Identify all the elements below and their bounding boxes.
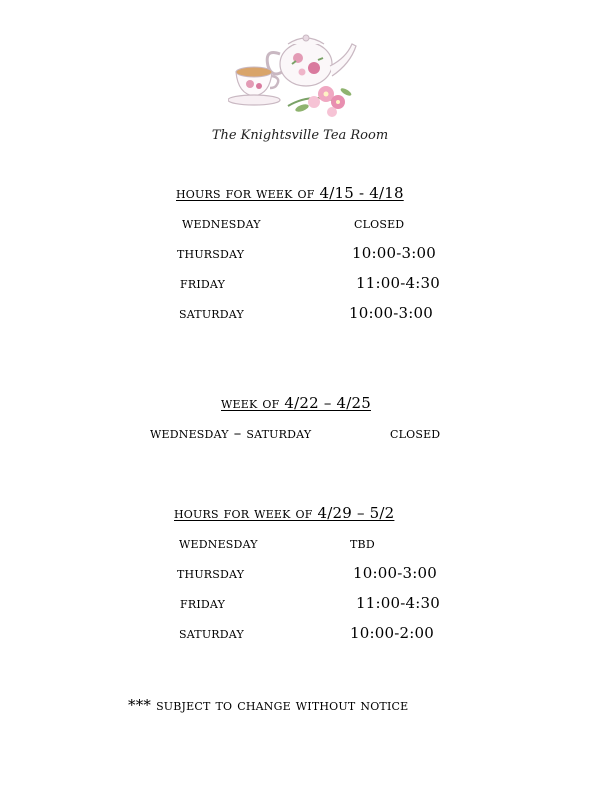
week1-day-wednesday: wednesday [182, 214, 261, 232]
week3-hours-thursday: 10:00-3:00 [353, 564, 437, 582]
week1-hours-saturday: 10:00-3:00 [349, 304, 433, 322]
week3-day-friday: friday [180, 594, 226, 612]
week3-hours-friday: 11:00-4:30 [356, 594, 440, 612]
week2-range: wednesday – saturday [150, 424, 312, 442]
tea-set-logo-icon [228, 28, 368, 126]
week2-heading: week of 4/22 – 4/25 [221, 394, 371, 412]
week1-hours-thursday: 10:00-3:00 [352, 244, 436, 262]
week1-day-friday: friday [180, 274, 226, 292]
week1-heading: hours for week of 4/15 - 4/18 [176, 184, 404, 202]
week1-hours-wednesday: closed [354, 214, 405, 232]
week3-hours-wednesday: tbd [350, 534, 375, 552]
week1-day-thursday: thursday [177, 244, 245, 262]
week3-hours-saturday: 10:00-2:00 [350, 624, 434, 642]
week1-hours-friday: 11:00-4:30 [356, 274, 440, 292]
week3-day-thursday: thursday [177, 564, 245, 582]
week1-day-saturday: saturday [179, 304, 244, 322]
week3-day-wednesday: wednesday [179, 534, 258, 552]
week3-heading: hours for week of 4/29 – 5/2 [174, 504, 395, 522]
week3-day-saturday: saturday [179, 624, 244, 642]
brand-name: The Knightsville Tea Room [211, 128, 389, 143]
week2-status: closed [390, 424, 441, 442]
disclaimer-note: *** subject to change without notice [128, 696, 409, 714]
